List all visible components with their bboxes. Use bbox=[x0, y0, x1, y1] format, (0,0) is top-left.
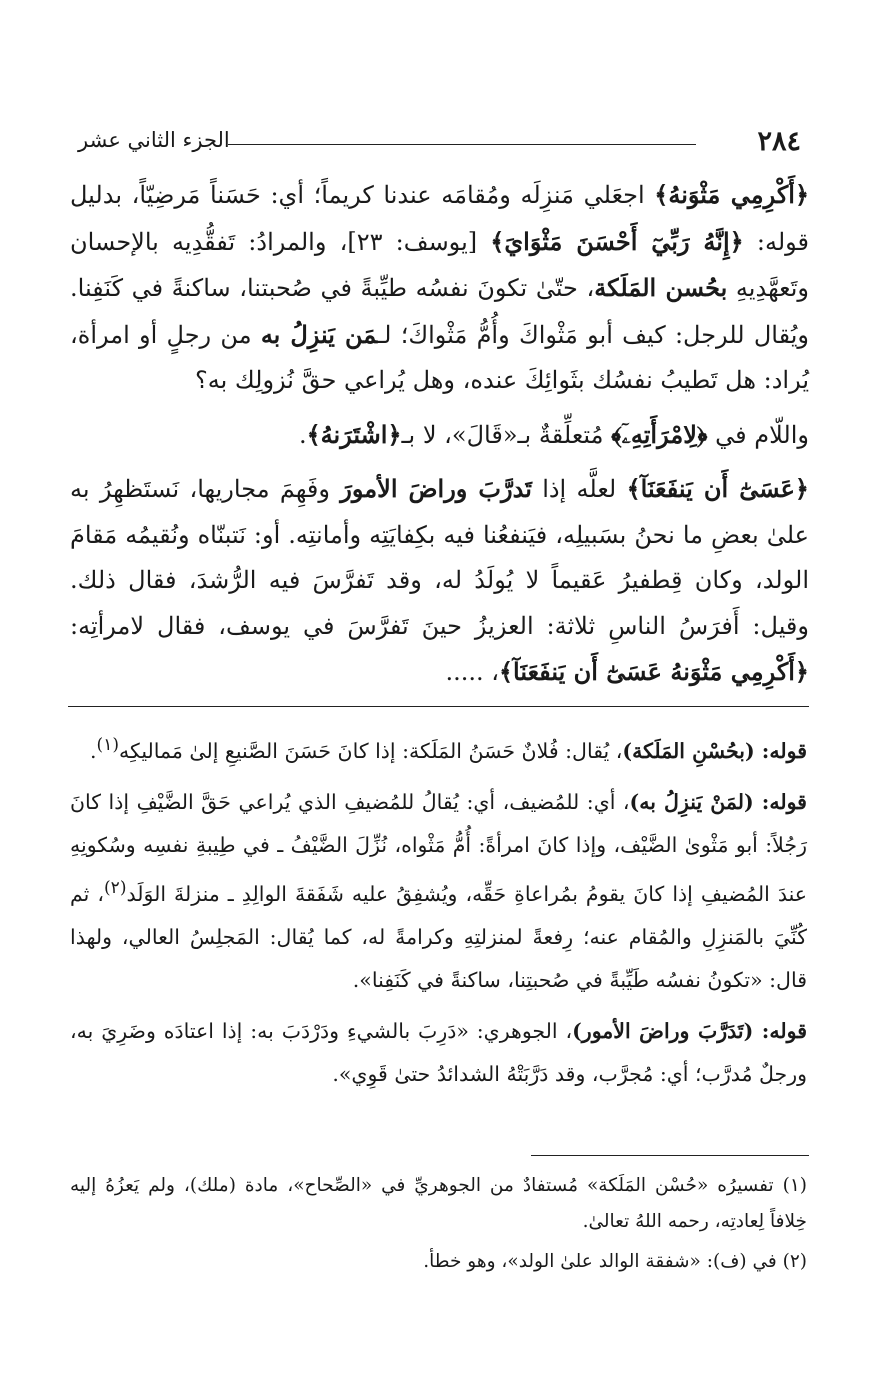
text-span: واللّام في bbox=[707, 420, 809, 449]
header-rule bbox=[228, 144, 696, 145]
bold-term: تَدرَّبَ وراضَ الأمورَ bbox=[340, 474, 532, 503]
page-number: ٢٨٤ bbox=[757, 126, 801, 157]
bold-term: بحُسن المَلَكة bbox=[594, 273, 728, 302]
text-span: ، الجوهري: «دَرِبَ بالشيءِ ودَرْدَبَ به: إذا اعتادَه وضَرِيَ به، ورجلٌ مُدرَّب؛ أي: مُجرَّب، وقد دَرَّبَتْهُ الشدائدُ حتىٰ قَوِي». bbox=[70, 1018, 807, 1086]
text-span: ، ..... bbox=[445, 658, 499, 686]
main-paragraph-2 bbox=[70, 412, 809, 459]
text-span: لعلَّه إذا bbox=[531, 475, 627, 503]
bold-term: مَن يَنزِلُ به bbox=[260, 319, 378, 349]
text-span: ، أي: للمُضيف، أي: يُقالُ للمُضيفِ الذي يُراعي حَقَّ الضَّيْفِ إذا كانَ رَجُلاً: أبو مَثْوىٰ الضَّيْف، وإذا كانَ امرأةً: أُمُّ مَثْواه، نُزِّلَ الضَّيْفُ ـ في طِيبةِ نفسِه وسُكونِهِ عندَ المُضيفِ إذا كانَ يقومُ بمُراعاةِ حَقِّه، ويُشفِقُ عليه شَفَقةَ الوالِدِ ـ منزلةَ الوَلَد bbox=[70, 789, 807, 906]
text-span: ، يُقال: فُلانٌ حَسَنُ المَلَكة: إذا كانَ حَسَنَ الصَّنيعِ إلىٰ مَماليكِه bbox=[119, 738, 623, 763]
main-paragraph-3 bbox=[70, 466, 809, 696]
page-header bbox=[78, 122, 801, 164]
footnote-2: (٢) في (ف): «شفقة الوالد علىٰ الولد»، وهو خطأ. bbox=[423, 1251, 807, 1272]
text-span: . bbox=[89, 738, 97, 763]
commentary-divider bbox=[68, 706, 809, 707]
quran-quote: ﴿إِنَّهُ رَبِّيٓ أَحْسَنَ مَثْوَايَ﴾ bbox=[490, 226, 744, 256]
quran-quote: ﴿اشْتَرَنهُ﴾ bbox=[306, 419, 402, 449]
quran-quote: ﴿أَكْرِمِي مَثْوَنهُ﴾ bbox=[654, 180, 809, 209]
text-span: اجعَلي مَنزِلَه ومُقامَه عندنا كريماً؛ أي: حَسَناً مَرضِيّاً، بدليل قوله: bbox=[70, 181, 810, 256]
quran-word: قَالَ bbox=[466, 420, 503, 449]
footnote-ref: (١) bbox=[96, 735, 120, 755]
text-span: مُتعلِّقةٌ بـ« bbox=[502, 420, 612, 449]
text-span: ، ثم كُنِّيَ بالمَنزِلِ والمُقام عنه؛ رِفعةً لمنزلتِهِ وكرامةً له، كما يُقال: المَجلِسُ العالي، ولهذا قال: «تكونُ نفسُه طَيِّبةً في صُحبتِنا، ساكنةً في كَنَفِنا». bbox=[70, 881, 807, 992]
main-paragraph-1 bbox=[70, 172, 809, 404]
text-span: ، حتّىٰ تكونَ نفسُه طيِّبةً في صُحبتنا، ساكنةً في كَنَفِنا. ويُقال للرجل: كيف أبو مَثْواكَ وأُمُّ مَثْواكَ؛ لـ bbox=[70, 274, 809, 349]
note-lemma: قوله: (لمَنْ يَنزِلُ به) bbox=[629, 789, 807, 814]
text-span: [يوسف: ٢٣]، والمرادُ: تَفقُّدِيه بالإحسان وتَعهَّدِيهِ bbox=[70, 227, 809, 302]
quran-quote: ﴿لِامْرَأَتِهِۦٓ﴾ bbox=[611, 419, 708, 449]
footnote-divider bbox=[531, 1155, 809, 1156]
quran-quote: ﴿عَسَىٰٓ أَن يَنفَعَنَآ﴾ bbox=[626, 474, 809, 503]
text-span: . bbox=[298, 420, 307, 449]
note-lemma: قوله: (بحُسْنِ المَلَكة) bbox=[622, 738, 807, 763]
text-span: »، لا بـ bbox=[401, 420, 467, 449]
commentary bbox=[70, 724, 807, 1104]
main-text bbox=[70, 172, 809, 704]
footnote-1: (١) تفسيرُه «حُسْن المَلَكة» مُستفادٌ من الجوهريِّ في «الصِّحاح»، مادة (ملك)، ولم يَعزُهُ إليه خِلافاً لِعادتِه، رحمه اللهُ تعالىٰ. bbox=[70, 1175, 807, 1232]
note-lemma: قوله: (تَدَرَّبَ وراضَ الأمور) bbox=[572, 1018, 807, 1043]
footnote-ref: (٢) bbox=[103, 877, 127, 898]
commentary-note-1 bbox=[70, 724, 807, 773]
running-title: الجزء الثاني عشر bbox=[78, 128, 230, 152]
quran-quote: ﴿أَكْرِمِي مَثْوَنهُ عَسَىٰٓ أَن يَنفَعَنَآ﴾ bbox=[498, 657, 809, 686]
commentary-note-3 bbox=[70, 1010, 807, 1096]
text-span: وفَهِمَ مجاريها، نَستَظهِرُ به علىٰ بعضِ ما نحنُ بسَبيلِه، فيَنفعُنا فيه بكِفايَتِه وأمانتِه. أو: نَتبنّاه ونُقيمُه مَقامَ الولد، وكان قِطفيرُ عَقيماً لا يُولَدُ له، وقد تَفرَّسَ فيه الرُّشدَ، فقال ذلك. وقيل: أَفرَسُ الناسِ ثلاثة: العزيزُ حينَ تَفرَّسَ في يوسف، فقال لامرأتِه: bbox=[70, 475, 809, 640]
commentary-note-2 bbox=[70, 781, 807, 1002]
text-span: من رجلٍ أو امرأة، يُراد: هل تَطيبُ نفسُك بثَوائِكَ عنده، وهل يُراعي حقَّ نُزولِك به؟ bbox=[70, 320, 809, 394]
footnotes bbox=[70, 1168, 807, 1284]
